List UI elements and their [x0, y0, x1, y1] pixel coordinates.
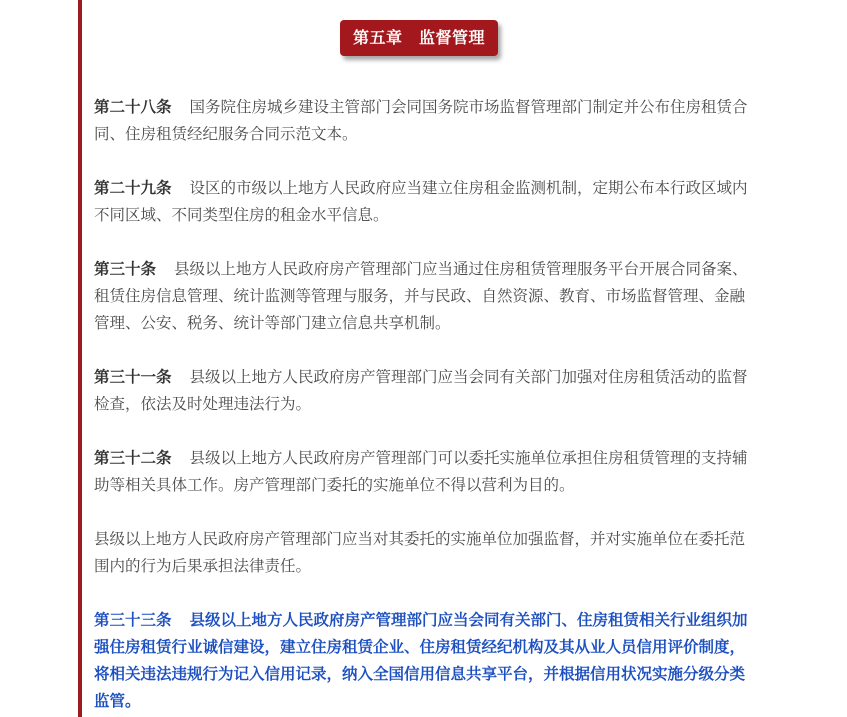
- article-text: 县级以上地方人民政府房产管理部门应当通过住房租赁管理服务平台开展合同备案、租赁住房信息管理、统计监测等管理与服务，并与民政、自然资源、教育、市场监督管理、金融管理、公安、税务、统计等部门建立信息共享机制。: [94, 260, 748, 332]
- article-33: [94, 607, 754, 715]
- article-text: 设区的市级以上地方人民政府应当建立住房租金监测机制，定期公布本行政区域内不同区域、不同类型住房的租金水平信息。: [94, 179, 748, 224]
- article-32: [94, 445, 754, 499]
- article-number: 第二十九条: [94, 179, 172, 197]
- article-text: 县级以上地方人民政府房产管理部门应当会同有关部门、住房租赁相关行业组织加强住房租赁行业诚信建设，建立住房租赁企业、住房租赁经纪机构及其从业人员信用评价制度，将相关违法违规行为记入信用记录，纳入全国信用信息共享平台，并根据信用状况实施分级分类监管。: [94, 611, 748, 710]
- article-content: [94, 94, 754, 717]
- article-28: [94, 94, 754, 148]
- article-text: 县级以上地方人民政府房产管理部门应当对其委托的实施单位加强监督，并对实施单位在委托范围内的行为后果承担法律责任。: [94, 530, 746, 575]
- article-number: 第三十三条: [94, 611, 172, 629]
- article-number: 第三十条: [94, 260, 157, 278]
- article-text: 国务院住房城乡建设主管部门会同国务院市场监督管理部门制定并公布住房租赁合同、住房租赁经纪服务合同示范文本。: [94, 98, 748, 143]
- article-30: [94, 256, 754, 337]
- left-vertical-rule: [78, 0, 82, 717]
- article-number: 第三十一条: [94, 368, 172, 386]
- article-32-paragraph-2: [94, 526, 754, 580]
- article-text: 县级以上地方人民政府房产管理部门可以委托实施单位承担住房租赁管理的支持辅助等相关具体工作。房产管理部门委托的实施单位不得以营利为目的。: [94, 449, 748, 494]
- article-number: 第二十八条: [94, 98, 172, 116]
- article-31: [94, 364, 754, 418]
- article-text: 县级以上地方人民政府房产管理部门应当会同有关部门加强对住房租赁活动的监督检查，依法及时处理违法行为。: [94, 368, 748, 413]
- article-number: 第三十二条: [94, 449, 172, 467]
- chapter-title-badge: 第五章 监督管理: [340, 20, 498, 56]
- article-29: [94, 175, 754, 229]
